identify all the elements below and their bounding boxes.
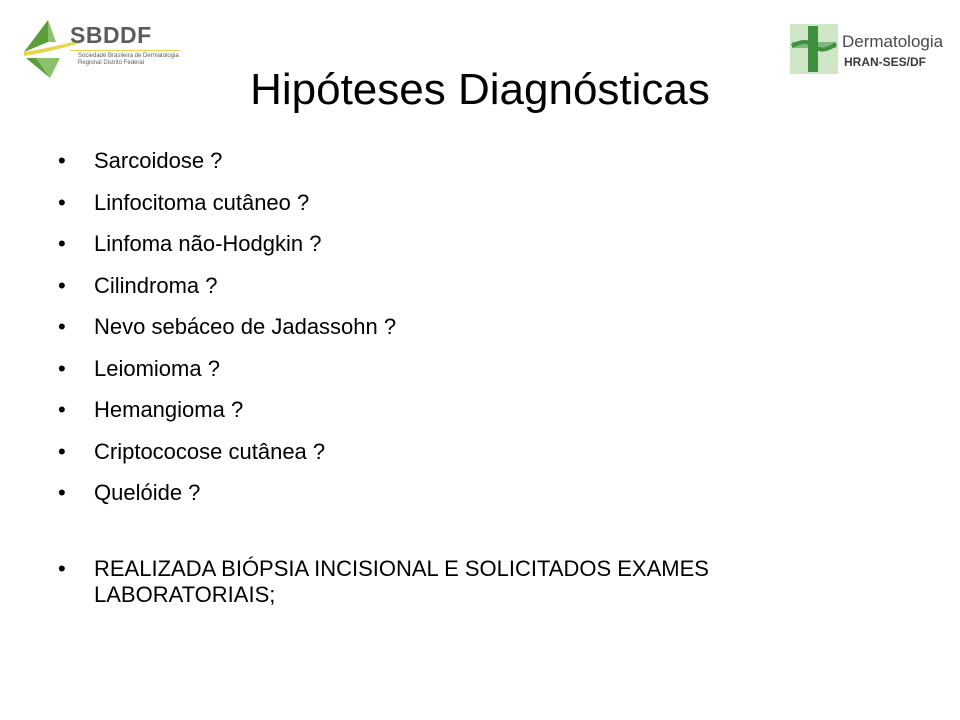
sbddf-logo-name: SBDDF (70, 22, 152, 48)
diagnosis-list (52, 148, 892, 522)
list-item: • Nevo sebáceo de Jadassohn ? (52, 314, 892, 340)
list-item: • Sarcoidose ? (52, 148, 892, 174)
dermatologia-logo-title: Dermatologia (842, 32, 944, 51)
slide-title: Hipóteses Diagnósticas (250, 65, 710, 114)
bullet-icon: • (58, 556, 66, 581)
sbddf-logo-line2: Regional Distrito Federal (78, 60, 145, 66)
list-item: • Criptococose cutânea ? (52, 439, 892, 465)
list-item: • Linfocitoma cutâneo ? (52, 190, 892, 216)
list-item: • Linfoma não-Hodgkin ? (52, 231, 892, 257)
logo-divider (70, 50, 180, 51)
dermatologia-logo-subtitle: HRAN-SES/DF (844, 55, 927, 69)
sbddf-logo-line1: Sociedade Brasileira de Dermatologia (78, 53, 179, 59)
list-item: • Cilindroma ? (52, 273, 892, 299)
procedure-note (52, 556, 882, 608)
list-item: • Hemangioma ? (52, 397, 892, 423)
list-item: • Leiomioma ? (52, 356, 892, 382)
list-item: • Quelóide ? (52, 480, 892, 506)
procedure-note-text: REALIZADA BIÓPSIA INCISIONAL E SOLICITADOS EXAMES LABORATORIAIS; (94, 556, 709, 607)
